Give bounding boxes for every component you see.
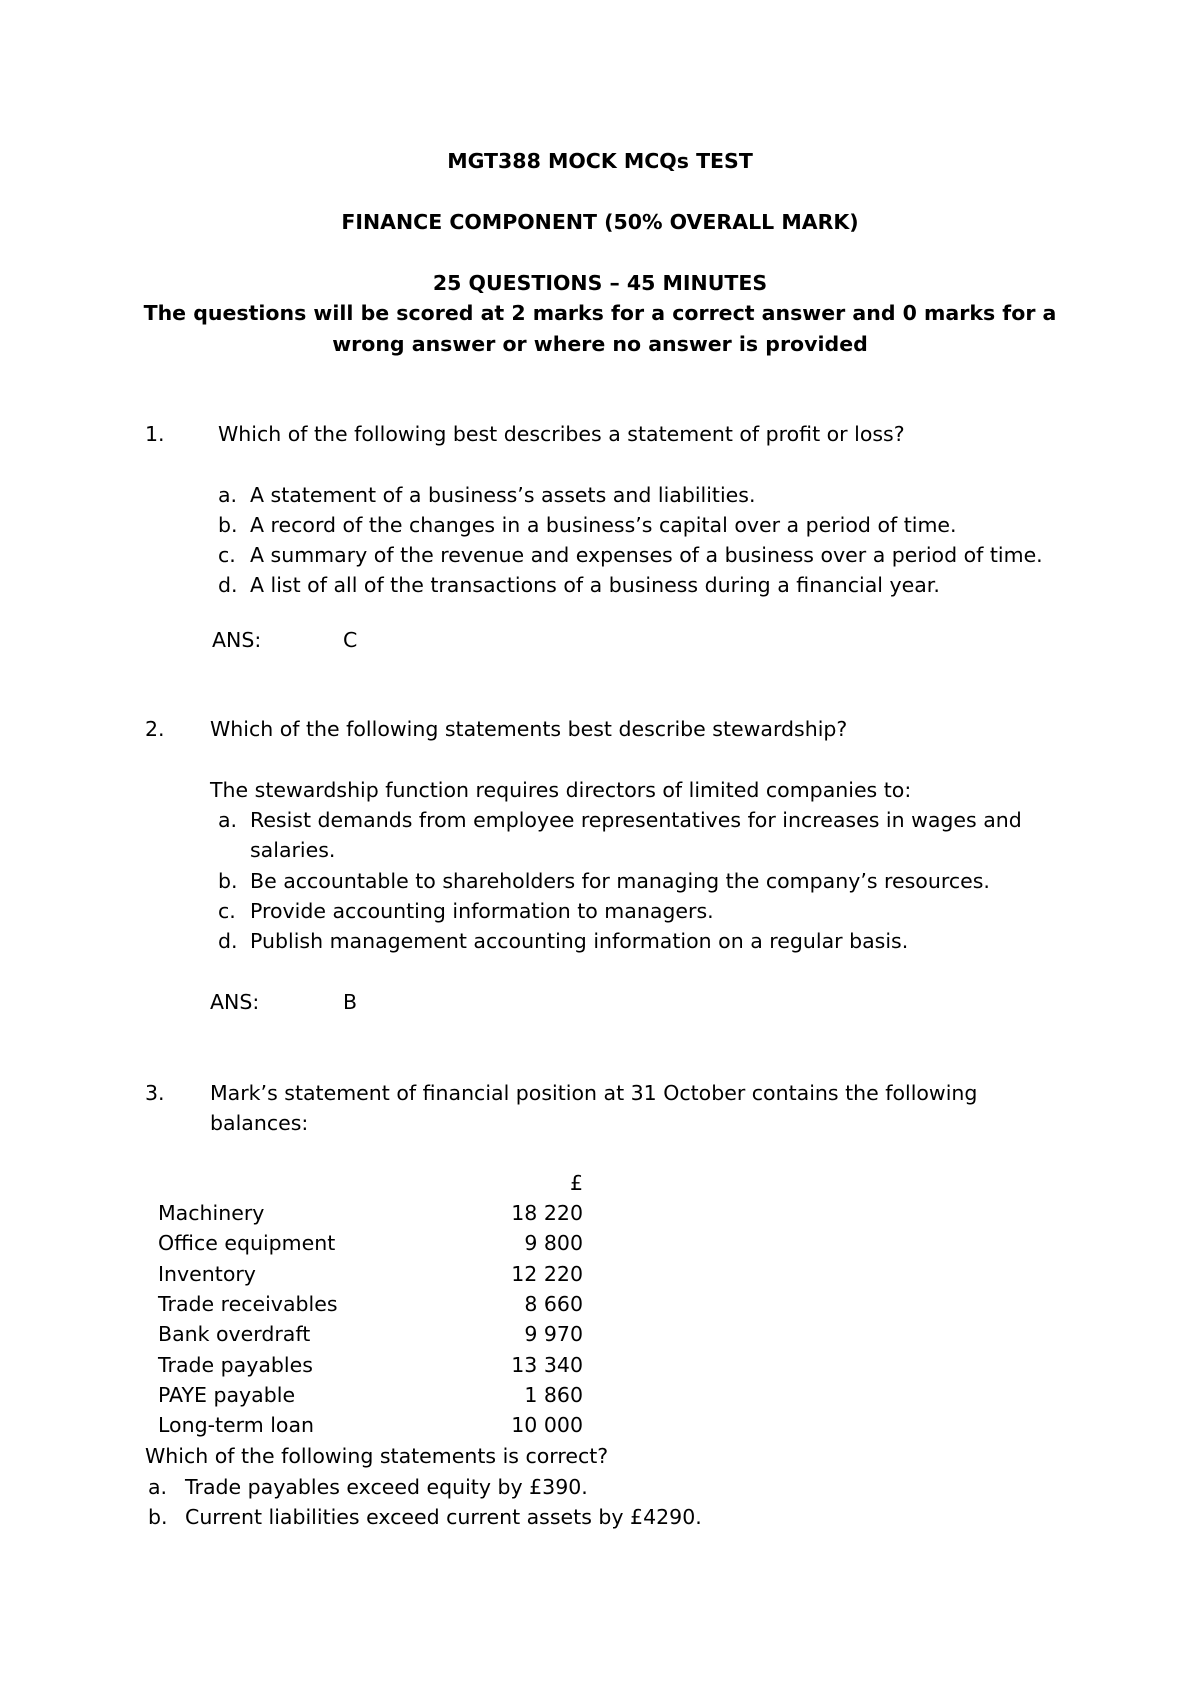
balance-item-amount: 12 220 <box>511 1261 583 1286</box>
balance-item-label: Trade payables <box>158 1352 313 1377</box>
balance-item-label: Bank overdraft <box>158 1322 311 1347</box>
q1-option-c-text: A summary of the revenue and expenses of a business over a period of time. <box>250 543 1043 567</box>
q1-option-b-letter: b. <box>218 513 238 537</box>
component-heading: FINANCE COMPONENT (50% OVERALL MARK) <box>341 210 859 234</box>
balance-item-amount: 10 000 <box>511 1413 583 1438</box>
q3-option-a-text: Trade payables exceed equity by £390. <box>185 1475 588 1499</box>
q1-answer-label: ANS: <box>212 628 262 652</box>
q1-option-a-letter: a. <box>218 483 238 507</box>
question-2-text: Which of the following statements best describe stewardship? <box>210 717 848 741</box>
q2-answer-label: ANS: <box>210 990 260 1014</box>
question-3-number: 3. <box>145 1081 165 1105</box>
balance-item-amount: 13 340 <box>511 1352 583 1377</box>
currency-header: £ <box>569 1171 583 1195</box>
q3-option-a-letter: a. <box>148 1475 168 1499</box>
balance-item-label: Trade receivables <box>158 1291 338 1316</box>
question-3-text: Mark’s statement of financial position at 31 October contains the following <box>210 1081 978 1105</box>
q1-option-c-letter: c. <box>218 543 236 567</box>
q2-option-a-letter: a. <box>218 808 238 832</box>
q2-option-d-letter: d. <box>218 929 238 953</box>
balance-item-amount: 18 220 <box>511 1201 583 1225</box>
duration-heading: 25 QUESTIONS – 45 MINUTES <box>432 271 768 295</box>
q2-option-a-text: Resist demands from employee representatives for increases in wages and <box>250 808 1022 832</box>
scoring-line-1: The questions will be scored at 2 marks for a correct answer and 0 marks for a <box>143 301 1057 325</box>
balance-item-amount: 1 860 <box>524 1382 583 1407</box>
balance-item-amount: 9 970 <box>524 1322 583 1347</box>
q3-option-b-letter: b. <box>148 1505 168 1529</box>
q1-option-a-text: A statement of a business’s assets and liabilities. <box>250 483 756 507</box>
q3-option-b-text: Current liabilities exceed current assets by £4290. <box>185 1505 702 1529</box>
q3-prompt: Which of the following statements is correct? <box>145 1444 609 1468</box>
q2-lead-text: The stewardship function requires directors of limited companies to: <box>210 778 912 802</box>
q2-option-a-text-cont: salaries. <box>250 838 336 862</box>
q1-answer-value: C <box>343 628 358 652</box>
q2-option-d-text: Publish management accounting information on a regular basis. <box>250 929 909 953</box>
q2-option-c-text: Provide accounting information to managers. <box>250 899 714 923</box>
q2-option-b-text: Be accountable to shareholders for managing the company’s resources. <box>250 869 990 893</box>
q1-option-b-text: A record of the changes in a business’s capital over a period of time. <box>250 513 957 537</box>
balance-item-label: PAYE payable <box>158 1382 296 1407</box>
balance-item-label: Machinery <box>158 1201 265 1225</box>
q2-option-c-letter: c. <box>218 899 236 923</box>
test-title: MGT388 MOCK MCQs TEST <box>447 149 753 173</box>
q2-answer-value: B <box>343 990 358 1014</box>
scoring-line-2: wrong answer or where no answer is provided <box>332 332 868 356</box>
question-1-text: Which of the following best describes a statement of profit or loss? <box>218 422 905 446</box>
q1-option-d-text: A list of all of the transactions of a business during a financial year. <box>250 573 940 597</box>
balance-item-amount: 8 660 <box>524 1291 583 1316</box>
q2-option-b-letter: b. <box>218 869 238 893</box>
balance-item-label: Inventory <box>158 1261 256 1286</box>
question-1-number: 1. <box>145 422 165 446</box>
q1-option-d-letter: d. <box>218 573 238 597</box>
balance-item-label: Office equipment <box>158 1231 336 1256</box>
balance-item-amount: 9 800 <box>524 1231 583 1256</box>
question-2-number: 2. <box>145 717 165 741</box>
question-3-text-cont: balances: <box>210 1111 309 1135</box>
balance-item-label: Long-term loan <box>158 1413 315 1438</box>
